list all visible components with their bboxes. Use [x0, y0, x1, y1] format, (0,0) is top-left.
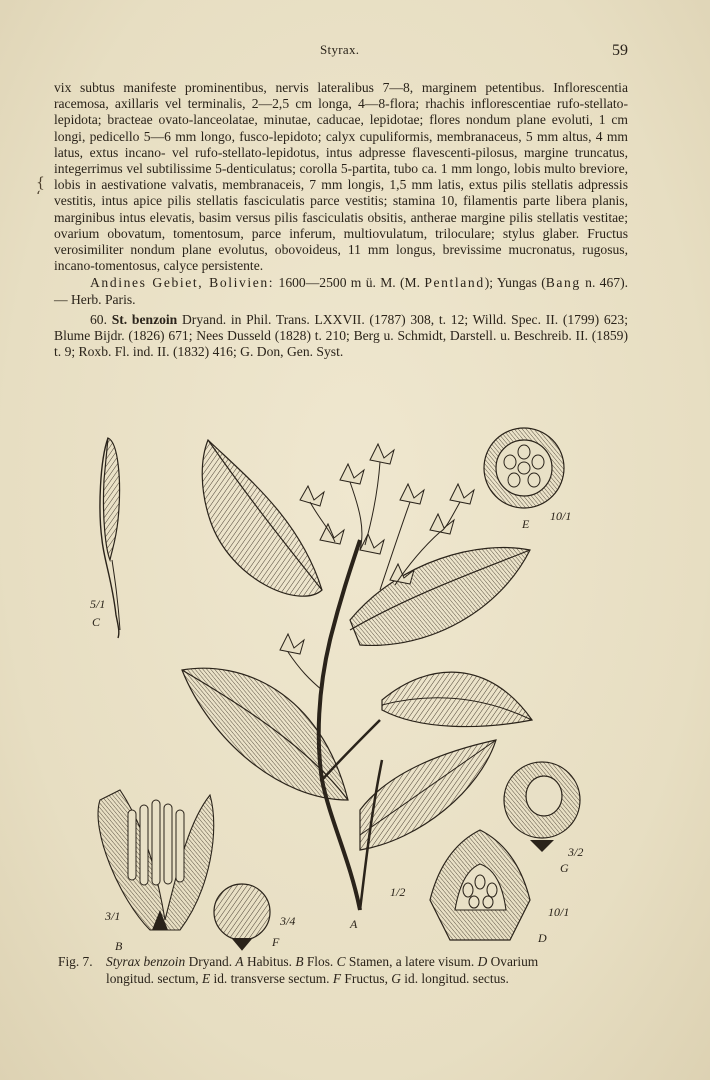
caption-text-d: Ovarium — [487, 954, 539, 969]
label-c: C — [92, 615, 101, 629]
caption-letter-c: C — [336, 954, 346, 969]
label-c-scale: 5/1 — [90, 597, 106, 611]
species-entry — [54, 312, 628, 361]
locality-collector-2: Bang — [545, 275, 581, 291]
caption-text-g: id. longitud. sectus. — [400, 971, 509, 986]
ovary-longitudinal-section — [430, 830, 530, 940]
figure-drawing — [60, 420, 660, 960]
caption-letter-b: B — [295, 954, 304, 969]
figure-caption — [58, 953, 636, 987]
page-header — [0, 42, 710, 66]
caption-letter-e: E — [201, 971, 211, 986]
entry-name: St. benzoin — [111, 311, 178, 327]
caption-text-c: Stamen, a latere visum. — [345, 954, 478, 969]
label-a: A — [350, 917, 358, 931]
ovary-transverse-section — [484, 428, 564, 508]
margin-mark: { ‘ — [36, 175, 45, 205]
label-d-scale: 10/1 — [548, 905, 570, 919]
caption-letter-f: F — [332, 971, 342, 986]
running-head: Styrax. — [320, 42, 360, 57]
caption-letter-d: D — [477, 954, 488, 969]
body-text — [54, 80, 628, 360]
botanical-figure — [60, 420, 660, 960]
locality-detail: 1600—2500 m ü. M. (M. — [278, 275, 425, 291]
caption-line-2 — [58, 970, 636, 987]
locality-detail-2: ); Yungas ( — [484, 275, 546, 291]
locality-collector: Pentland — [424, 275, 485, 291]
label-f-scale: 3/4 — [280, 914, 296, 928]
label-d: D — [538, 931, 547, 945]
entry-number: 60. — [90, 311, 107, 327]
fruit-section-drawing — [504, 762, 580, 852]
page-number: 59 — [612, 42, 628, 59]
label-b-scale: 3/1 — [105, 909, 121, 923]
locality-region: Andines Gebiet, Bolivien: — [90, 275, 275, 291]
caption-species: Styrax benzoin — [106, 954, 186, 969]
label-g-scale: 3/2 — [568, 845, 584, 859]
locality-detail-3: n. 467). — Herb. Paris. — [54, 275, 628, 307]
label-e-scale: 10/1 — [550, 509, 572, 523]
caption-text-e: id. transverse sectum. — [210, 971, 333, 986]
caption-letter-g: G — [391, 971, 401, 986]
caption-text-a: Habitus. — [243, 954, 296, 969]
species-description: vix subtus manifeste prominentibus, nervis lateralibus 7—8, marginem petentibus. Inflorescentia racemosa, axillaris vel terminalis, 2—2,5 cm longa, 4—8-flora; rhachis inflorescentiae rufo-stellato-lepidota; bracteae ovato-lanceolatae, minutae, caducae, lepidotae; flores nondum plane evoluti, 1 cm longi, pedicello 5—6 mm longo, fusco-lepidoto; calyx cupuliformis, membranaceus, 5 mm altus, 4 mm latus, extus incano- vel rufo-stellato-lepidotus, intus adpresse flavescenti-pilosus, margine truncatus, integerrimus vel subtilissime 5-denticulatus; corolla 5-partita, tubo ca. 1 mm longo, lobis multo breviore, lobis in aestivatione valvatis, membranaceis, 7 mm longis, 1,5 mm latis, extus pilis stellatis adpressis vestitis, intus apice pilis stellatis fasciculatis parce vestitis; stamina 10, filamentis parte libera planis, marginibus intus elevatis, basim versus pilis fasciculatis obsitis, antherae margine pilis stellatis vestitae; ovarium obovatum, tomentosum, parce inferum, multiovulatum, triloculare; stylus glaber. Fructus verosimiliter nondum plane evolutus, obovoideus, 11 mm longus, brevissime mucronatus, rugosus, incano-tomentosus, calyce persistente. — [54, 80, 628, 274]
caption-text-f: Fructus, — [341, 971, 392, 986]
label-b: B — [115, 939, 123, 953]
label-e: E — [522, 517, 530, 531]
label-g: G — [560, 861, 569, 875]
caption-author: Dryand. — [185, 954, 236, 969]
entry-citation: Dryand. in Phil. Trans. LXXVII. (1787) 308, t. 12; Willd. Spec. II. (1799) 623; Blume Bijdr. (1826) 671; Nees Dusseld (1828) t. 210; Berg u. Schmidt, Darstell. u. Beschreib. II. (1859) t. 9; Roxb. Fl. ind. II. (1832) 416; G. Don, Gen. Syst. — [54, 311, 628, 360]
fruit-drawing — [214, 884, 270, 950]
label-a-scale: 1/2 — [390, 885, 406, 899]
caption-fig-number: Fig. 7. — [58, 954, 93, 969]
caption-text-b: Flos. — [303, 954, 337, 969]
caption-letter-a: A — [235, 954, 244, 969]
caption-line-1 — [58, 953, 636, 970]
caption-text-d2: longitud. sectum, — [106, 971, 202, 986]
label-f: F — [272, 935, 280, 949]
locality-paragraph — [54, 275, 628, 307]
